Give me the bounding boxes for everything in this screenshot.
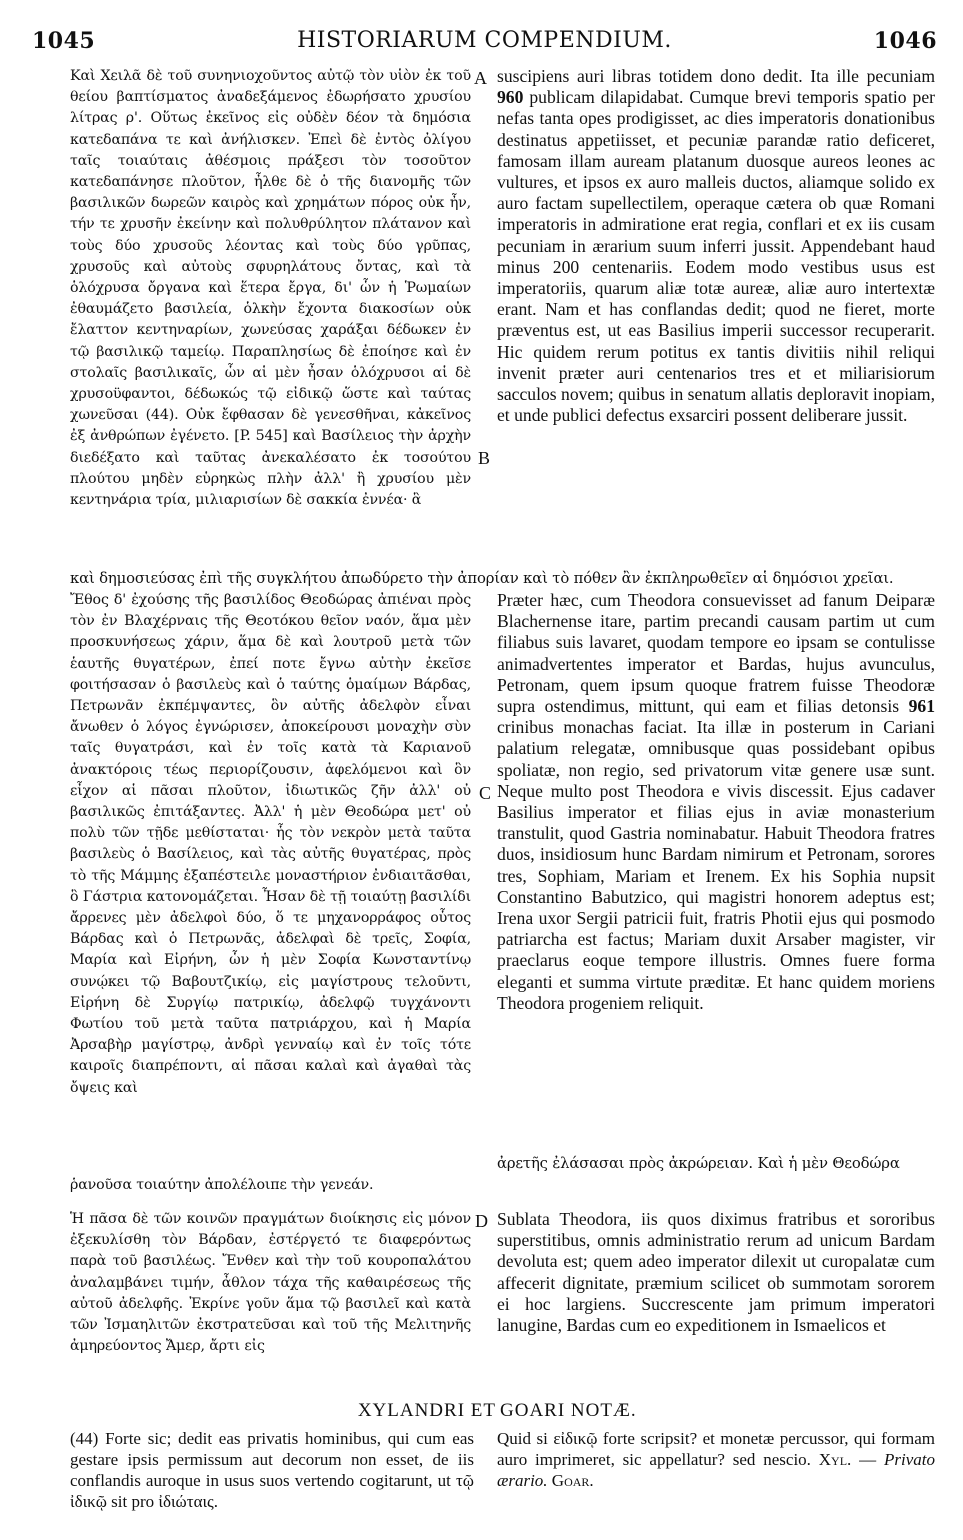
page-header bbox=[32, 28, 937, 54]
notes-heading bbox=[70, 1400, 936, 1424]
section-marker-d: D bbox=[475, 1211, 488, 1231]
notes-heading-left: XYLANDRI ET bbox=[357, 1400, 496, 1421]
greek-full-line-1: καὶ δημοσιεύσας ἐπὶ τῆς συγκλήτου ἀπωδύρετο τὴν ἀπορίαν καὶ τὸ πόθεν ἂν ἐκπληρωθεῖεν αἱ δημόσιοι χρεῖαι. bbox=[70, 570, 894, 587]
greek-column-a: Καὶ Χειλᾶ δὲ τοῦ συνηνιοχοῦντος αὐτῷ τὸν υἱὸν ἐκ τοῦ θείου βαπτίσματος ἀναδεξάμενος ἐδωρήσατο χρυσίου λίτρας ρ'. Οὕτως ἐκεῖνος εἰς οὐδὲν δέον τὰ δημόσια κατεδαπάνα τε καὶ ἀνήλισκεν. Ἐπεὶ δὲ ἐντὸς ὀλίγου ταῖς τοιαύταις ἀθέσμοις πράξεσι τὸν τοσοῦτον κατεδαπάνησε πλοῦτον, ἦλθε δὲ ὁ τῆς διανομῆς τῶν βασιλικῶν δωρεῶν καιρὸς καὶ χρημάτων πόρος οὐκ ἦν, τήν τε χρυσῆν ἐκείνην καὶ πολυθρύλητον πλάτανον καὶ τοὺς δύο χρυσοῦς λέοντας καὶ τοὺς δύο γρῦπας, χρυσοῦς καὶ αὐτοὺς σφυρηλάτους ὄντας, καὶ τὰ ὁλόχρυσα ὄργανα καὶ ἕτερα ἔργα, δι' ὧν ἡ Ῥωμαίων ἐθαυμάζετο βασιλεία, ὁλκὴν ἔχοντα διακοσίων οὐκ ἔλαττον κεντηναρίων, χωνεύσας χαράξαι δέδωκεν ἐν τῷ βασιλικῷ ταμείῳ. Παραπλησίως δὲ ἐποίησε καὶ ἐν στολαῖς βασιλικαῖς, ὧν αἱ μὲν ἦσαν ὁλόχρυσοι αἱ δὲ χρυσοϋφαντοι, δέδωκώς τῷ εἰδικῷ ὥστε καὶ ταύτας χωνεῦσαι (44). Οὐκ ἔφθασαν δὲ γενεσθῆναι, κἀκεῖνος ἐξ ἀνθρώπων ἐγένετο. [P. 545] καὶ Βασίλειος τὴν ἀρχὴν διεδέξατο καὶ ταῦτας ἀνεκαλέσατο ἐκ τοσούτου πλούτου μηδὲν εὑρηκὼς πλὴν ἀλλ' ἢ χρυσίου μὲν κεντηνάρια τρία, μιλιαρισίων δὲ σακκία ἐννέα· ἃ bbox=[70, 68, 471, 509]
latin-column-c: Præter hæc, cum Theodora consuevisset ad fanum Deiparæ Blachernense itare, partim precandi causam partim ut cum filiabus suis lavaret, quodam tempore eo ipsam se contulisse animadvertentes imperator et Bardas, hujus avunculus, Petronam, quem ipsum quoque fratrem fuisse Theodoræ supra ostendimus, mittunt, qui eam et filias detonsis 961 crinibus monachas faciat. Ita illæ in posterum in Cariani palatium relegatæ, omnibusque quas possidebant opibus spoliatæ, non regio, sed privatorum vitæ genere usæ sunt. Neque multo post Theodora e vivis discessit. Ejus cadaver Basilius imperator et filias ejus in aviæ monasterium transtulit, quod Gastria nominabatur. Habuit Theodora fratres duos, insidiosum hunc Bardam nimirum et Petronam, sorores tres, Sophiam, Mariam et Irenem. Ex his Sophia nupsit Constantino Babutzico, qui magistri honorem adeptus est; Irena uxor Sergii patricii fuit, fratris Photii ejus qui posmodo patriarcha est factus; Mariam duxit Arsaber magister, vir praeclarus eoque tempore illustris. Omnes fuere forma eleganti et summa virtute præditæ. Et hanc quidem moriens Theodora progeniem reliquit. bbox=[497, 590, 935, 1013]
greek-full-line-2: ἀρετῆς ἐλάσασαι πρὸς ἀκρώρειαν. Καὶ ἡ μὲν Θεοδώρα bbox=[497, 1155, 900, 1172]
notes-heading-right: GOARI NOTÆ. bbox=[500, 1400, 637, 1421]
running-title: HISTORIARUM COMPENDIUM. bbox=[297, 28, 672, 53]
section-marker-b: B bbox=[478, 448, 491, 468]
reference-number-960: 960 bbox=[497, 87, 524, 108]
page-number-left: 1045 bbox=[32, 28, 96, 54]
section-marker-c: C bbox=[479, 783, 492, 803]
footnote-44: (44) Forte sic; dedit eas privatis hominibus, qui cum eas gestare ipsis permissum aut decorum non esset, de iis conflandis auroque in usus suos vertendo cogitarunt, ut τῷ ἰδικῷ sit pro ἰδιώταις. bbox=[70, 1429, 474, 1511]
latin-column-a: suscipiens auri libras totidem dono dedit. Ita ille pecuniam 960 publicam dilapidabat. Cumque brevi temporis spatio per nefas tanta opes prodigisset, ac dies imperatoris donationibus destinatus appetiisset, et pecuniæ parandæ ratio deficeret, famosam illam auream platanum duosque aureos leones ac vultures, et ipsos ex auro malleis ductos, aliamque solido ex auro factam supellectilem, operaque cætera ob quæ Romani imperatoris in admiratione erat regia, conflari et ex iis cusam pecuniam in ærarium suum inferri jussit. Appendebant haud minus 200 centenariis. Eodem modo vestibus usus est imperatoriis, quarum aliæ totæ aureæ, aliæ auro intertextæ erant. Nam et has conflandas dedit; quod ne fieret, morte præventus est, ut eas Basilius imperii successor recuperarit. Hic quidem rerum potitus ex tantis divitiis nihil reliqui invenit præter auri centenarios tres et et miliarisiorum sacculos novem; quibus in senatum allatis deploravit inopiam, et unde publici defectus exsarciri possent deliberare jussit. bbox=[497, 66, 935, 426]
greek-column-d: Ἡ πᾶσα δὲ τῶν κοινῶν πραγμάτων διοίκησις εἰς μόνον ἐξεκυλίσθη τὸν Βάρδαν, ἐστέργετό τε διαφερόντως παρὰ τοῦ βασιλέως. Ἔνθεν καὶ τὴν τοῦ κουροπαλάτου ἀναλαμβάνει τιμήν, ἆθλον τάχα τῆς καθαιρέσεως τῆς αὐτοῦ ἀδελφῆς. Ἐκρίνε γοῦν ἅμα τῷ βασιλεῖ καὶ κατὰ τῶν Ἰσμαηλιτῶν ἐκστρατεῦσαι καὶ τοῦ τῆς Μελιτηνῆς ἀμηρεύοντος Ἄμερ, ἄρτι εἰς bbox=[70, 1211, 471, 1355]
greek-line-after: ῥανοῦσα τοιαύτην ἀπολέλοιπε τὴν γενεάν. bbox=[70, 1177, 374, 1193]
latin-column-d: Sublata Theodora, iis quos diximus fratribus et sororibus superstitibus, omnis administratio rerum ad unicum Bardam devoluta est; quem adeo imperator dilexit ut curopalatæ cum affecerit dignitate, præmium scilicet ob summotam sororem ei hoc largiens. Succrescente jam primum imperatori lanugine, Bardas cum eo expeditionem in Ismaelicos et bbox=[497, 1209, 935, 1336]
reference-number-961: 961 bbox=[908, 696, 935, 717]
section-marker-a: A bbox=[474, 68, 487, 88]
greek-column-c: Ἔθος δ' ἐχούσης τῆς βασιλίδος Θεοδώρας ἀπιέναι πρὸς τὸν ἐν Βλαχέρναις τῆς Θεοτόκου θεῖον ναόν, ἅμα μὲν προσκυνήσεως χάριν, ἅμα δὲ καὶ λουτροῦ μετὰ τῶν ἑαυτῆς θυγατέρων, ἐπεί ποτε ἔγνω αὐτὴν ἐκεῖσε φοιτήσασαν ὁ βασιλεὺς καὶ ὁ ταύτης ὁμαίμων Βάρδας, Πετρωνᾶν ἐκπέμψαντες, ὃν αὐτῆς ἀδελφὸν εἶναι ἄνωθεν ὁ λόγος ἐγνώρισεν, ἀποκείρουσι μοναχὴν σὺν ταῖς θυγατράσι, καὶ ἐν τοῖς κατὰ τὰ Καριανοῦ ἀνακτόροις τέως περιορίζουσιν, ἀφελόμενοι καὶ ὃν εἶχον αἱ πᾶσαι πλοῦτον, ἰδιωτικῶς ζῆν ἀλλ' οὐ βασιλικῶς ἐπιτάξαντες. Ἀλλ' ἡ μὲν Θεοδώρα μετ' οὐ πολὺ τῶν τῇδε μεθίσταται· ἧς τὸν νεκρὸν μετὰ ταῦτα βασιλεὺς ὁ Βασίλειος, καὶ τὰς αὐτῆς θυγατέρας, πρὸς τὸ τῆς Μάμμης ἐξαπέστειλε μοναστήριον ἐνδιαιτᾶσθαι, ὃ Γάστρια κατονομάζεται. Ἦσαν δὲ τῇ τοιαύτῃ βασιλίδι ἄρρενες μὲν ἀδελφοὶ δύο, ὅ τε μηχανορράφος οὗτος Βάρδας καὶ ὁ Πετρωνᾶς, ἀδελφαὶ δὲ τρεῖς, Σοφία, Μαρία καὶ Εἰρήνη, ὧν ἡ μὲν Σοφία Κωνσταντίνῳ συνῴκει τῷ Βαβουτζικίῳ, εἰς μαγίστρους τελοῦντι, Εἰρήνη δὲ Συργίῳ πατρικίῳ, ἀδελφῷ τυγχάνοντι Φωτίου τοῦ μετὰ ταῦτα πατριάρχου, καὶ ἡ Μαρία Ἀρσαβὴρ μαγίστρῳ, ἀνδρὶ γενναίῳ καὶ ἐν τοῖς τότε καιροῖς διαπρέποντι, αἱ πᾶσαι καλαὶ καὶ ἀγαθαὶ τὰς ὄψεις καὶ bbox=[70, 592, 471, 1096]
page-number-right: 1046 bbox=[873, 28, 937, 54]
footnote-goar: Quid si εἰδικῷ forte scripsit? et monetæ percussor, qui formam auro imprimeret, sic appellatur? sed nescio. Xyl. — Privato ærario. Goar. bbox=[497, 1429, 935, 1490]
